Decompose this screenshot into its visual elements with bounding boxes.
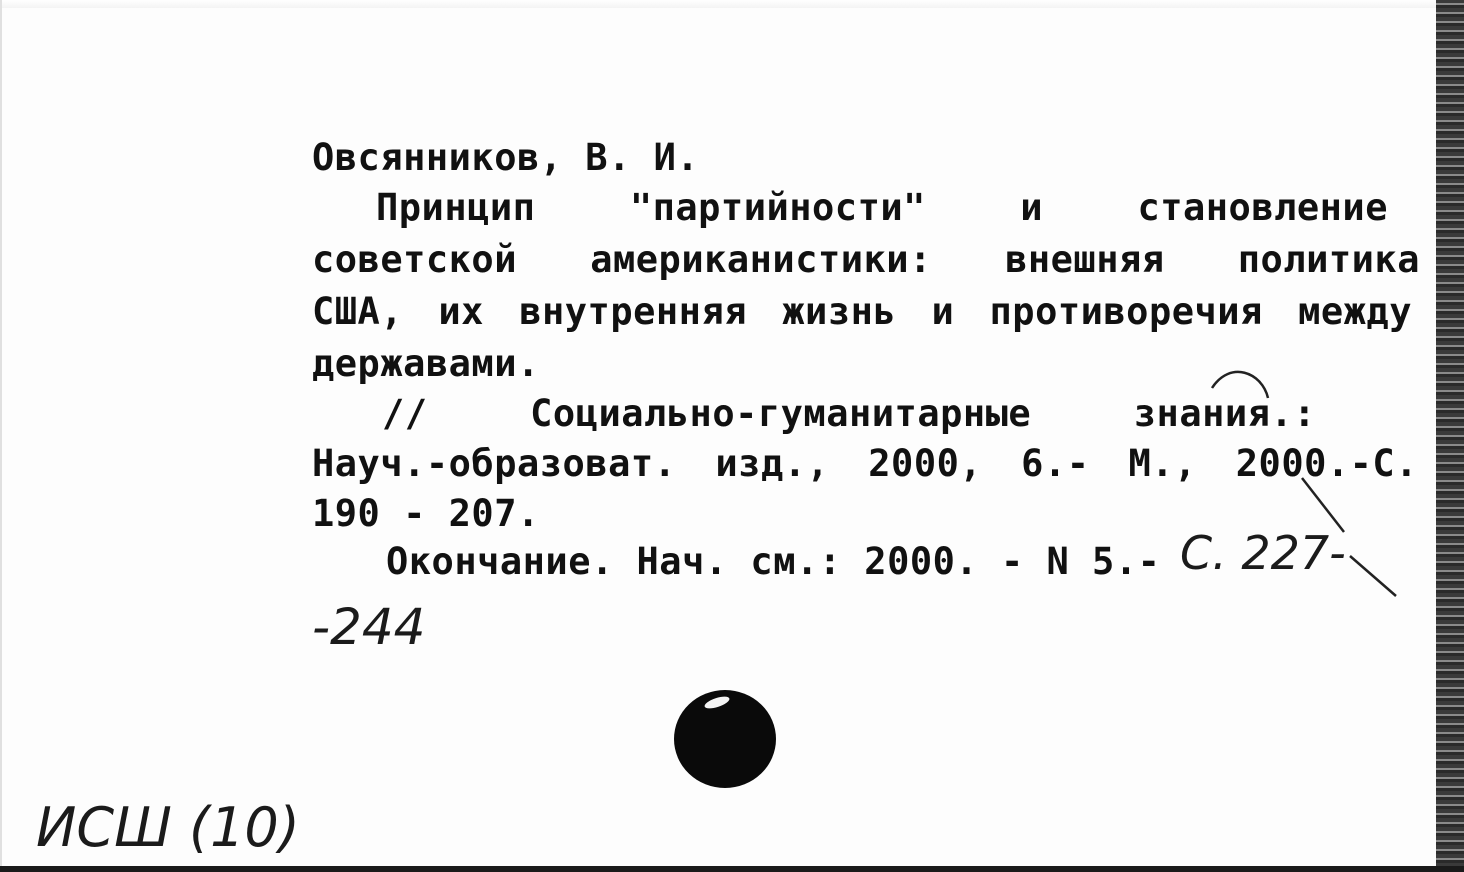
- title-word: и: [1020, 186, 1044, 229]
- title-word: жизнь: [782, 290, 897, 333]
- source-word: знания.:: [1133, 392, 1316, 435]
- punch-hole: [674, 690, 776, 788]
- note-line: Окончание. Нач. см.: 2000. - N 5.-: [386, 540, 1161, 583]
- title-word: политика: [1237, 238, 1420, 281]
- pages-line: 190 - 207.: [312, 492, 540, 535]
- handwritten-continuation: -244: [312, 598, 426, 656]
- title-word: Принцип: [376, 186, 536, 229]
- title-word: советской: [312, 238, 517, 281]
- source-word: 6.-: [1021, 442, 1090, 485]
- source-word: 2000,: [868, 442, 983, 485]
- title-word: между: [1298, 290, 1412, 333]
- title-word: становление: [1137, 186, 1388, 229]
- source-word: Социально-гуманитарные: [530, 392, 1032, 435]
- scan-edge-left: [0, 0, 2, 872]
- source-line-1: [382, 392, 1316, 436]
- title-line-1: [376, 186, 1388, 230]
- title-line-3: [312, 290, 1412, 334]
- author-line: Овсянников, В. И.: [312, 136, 700, 179]
- title-word: их: [438, 290, 484, 333]
- source-word: 2000.-С.: [1235, 442, 1418, 485]
- source-word: изд.,: [715, 442, 830, 485]
- handwritten-shelfmark: ИСШ (10): [36, 796, 300, 859]
- pencil-stroke: [1350, 556, 1396, 596]
- title-word: американистики:: [590, 238, 932, 281]
- title-word: США,: [312, 290, 404, 333]
- title-word: противоречия: [989, 290, 1263, 333]
- title-line-2: [312, 238, 1420, 282]
- title-line-4: державами.: [312, 342, 540, 385]
- scan-edge-right: [1436, 0, 1464, 872]
- pencil-stroke: [1302, 478, 1344, 532]
- title-word: внешняя: [1005, 238, 1165, 281]
- title-word: внутренняя: [519, 290, 747, 333]
- title-word: "партийности": [629, 186, 926, 229]
- source-word: М.,: [1128, 442, 1197, 485]
- title-word: и: [931, 290, 955, 333]
- scan-edge-bottom: [0, 866, 1464, 872]
- handwritten-page-range: С. 227-: [1180, 526, 1346, 580]
- scan-edge-top: [0, 0, 1464, 8]
- source-word: Науч.-образоват.: [312, 442, 677, 485]
- source-line-2: [312, 442, 1418, 486]
- source-word: //: [382, 392, 428, 435]
